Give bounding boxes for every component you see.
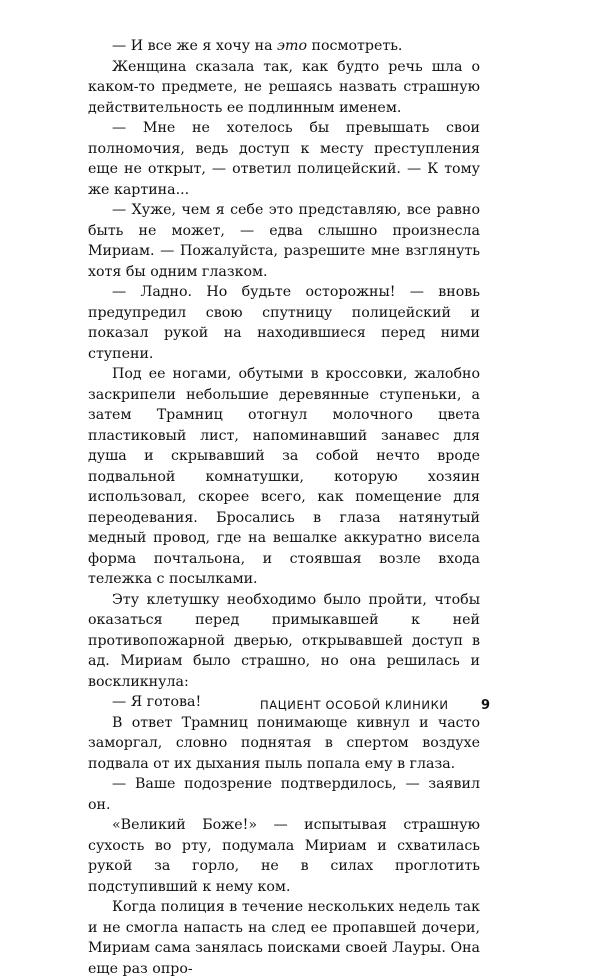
paragraph: Под ее ногами, обутыми в кроссовки, жалобно заскрипели небольшие деревянные ступеньки, а затем Трамниц отогнул молочного цвета пластиковый лист, напоминавший занавес для душа и скрывавший за собой нечто вроде подвальной комнатушки, которую хозяин использовал, скорее всего, как помещение для переодевания. Бросались в глаза натянутый медный провод, где на вешалке аккуратно висела форма почтальона, и стоявшая возле входа тележка с посылками. <box>88 366 480 587</box>
paragraph: Женщина сказала так, как будто речь шла о каком-то предмете, не решаясь назвать страшную действительность ее подлинным именем. <box>88 58 480 116</box>
running-title: ПАЦИЕНТ ОСОБОЙ КЛИНИКИ <box>260 698 449 712</box>
page-number: 9 <box>480 698 490 713</box>
paragraph: — И все же я хочу на это посмотреть. <box>112 38 403 54</box>
paragraph: — Хуже, чем я себе это представляю, все равно быть не может, — едва слышно произнесла Мириам. — Пожалуйста, разрешите мне взглянуть хотя бы одним глазком. <box>88 202 480 280</box>
paragraph: В ответ Трамниц понимающе кивнул и часто заморгал, словно поднятая в спертом воздухе подвала от их дыхания пыль попала ему в глаза. <box>88 714 480 772</box>
paragraph: Эту клетушку необходимо было пройти, чтобы оказаться перед примыкавшей к ней противопожарной дверью, открывавшей доступ в ад. Мириам было страшно, но она решилась и воскликнула: <box>88 591 480 690</box>
emphasized-word: это <box>277 38 307 54</box>
paragraph: Когда полиция в течение нескольких недель так и не смогла напасть на след ее пропавшей дочери, Мириам сама занялась поисками своей Лауры. Она еще раз опро- <box>88 899 480 977</box>
paragraph: — Я готова! <box>112 694 202 710</box>
paragraph: «Великий Боже!» — испытывая страшную сухость во рту, подумала Мириам и схватилась рукой за горло, не в силах проглотить подступивший к нему ком. <box>88 817 480 895</box>
paragraph: — Ваше подозрение подтвердилось, — заявил он. <box>88 776 480 813</box>
paragraph: — Ладно. Но будьте осторожны! — вновь предупредил свою спутницу полицейский и показал рукой на находившиеся перед ними ступени. <box>88 284 480 362</box>
page-footer <box>260 698 490 713</box>
page-body <box>88 36 480 979</box>
paragraph: — Мне не хотелось бы превышать свои полномочия, ведь доступ к месту преступления еще не открыт, — ответил полицейский. — К тому же картина... <box>88 120 480 198</box>
